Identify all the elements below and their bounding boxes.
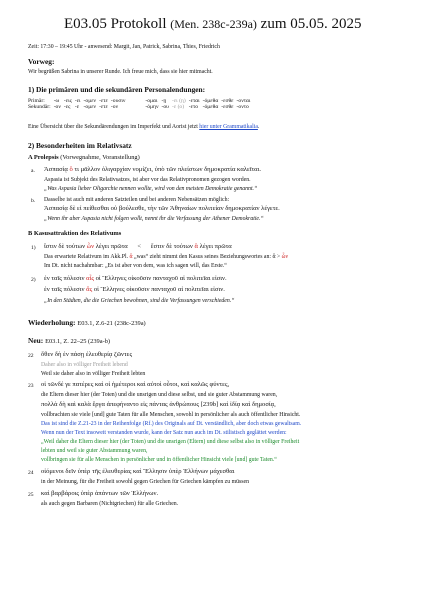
relative-pronoun: ἃ xyxy=(129,254,133,260)
label: Neu: xyxy=(28,336,44,345)
translation-line: in der Meinung, für die Freiheit sowohl gegen Griechen für Griechen kämpfen zu müssen xyxy=(41,479,249,485)
value: E03.1, Z.6-21 (238c-239a) xyxy=(77,320,146,327)
translation-line: vollbrachten sie viele [und] gute Taten für alle Menschen, sowohl in persönlicher als auch öffentlicher Hinsicht. xyxy=(41,412,301,418)
title-date: zum 05.05. 2025 xyxy=(260,16,362,32)
translation-line: die Eltern dieser hier (der Toten) und die unsrigen und diese selbst, und sie guter Abstammung waren, xyxy=(41,392,278,398)
cell: -εσθε xyxy=(221,98,234,104)
title-source: (Men. 238c-239a) xyxy=(170,17,257,31)
label: Wiederholung: xyxy=(28,318,76,327)
prolepsis-sub: (Vorwegnahme, Voranstellung) xyxy=(60,154,140,161)
greek-text: ἴστιν δὲ τούτων xyxy=(44,243,86,250)
greek-attraction-1 xyxy=(44,243,232,250)
line-number: 24 xyxy=(28,470,34,476)
attraction-note: Im Dt. nicht nachahmbar: „Es ist aber von dem, was ich sagen will, das Erste.“ xyxy=(44,263,227,269)
note-end: . xyxy=(257,124,260,130)
greek-line: καὶ βαρβάροις ὑπὲρ ἁπάντων τῶν Ἑλλήνων. xyxy=(41,490,159,497)
greek-text: ἔστιν δὲ τούτων xyxy=(150,243,193,250)
cell: -ετε xyxy=(99,98,108,104)
relative-pronoun: ὧν xyxy=(86,243,95,250)
translation: „In den Städten, die die Griechen bewohnen, sind die Verfassungen verschieden.“ xyxy=(44,298,235,304)
row-label: Sekundär: xyxy=(28,104,51,110)
cell: -ες xyxy=(63,104,71,110)
vorweg-heading: Vorweg: xyxy=(28,57,55,66)
prolepsis-label: A Prolepsis xyxy=(28,154,59,161)
row-label: Primär: xyxy=(28,98,45,104)
greek-text: λέγει πρῶτα xyxy=(95,243,128,250)
section2-heading: 2) Besonderheiten im Relativsatz xyxy=(28,141,132,150)
cell: -ομαι xyxy=(145,98,158,104)
cell: -ε (ο) xyxy=(171,104,185,110)
cell: -εται xyxy=(188,98,200,104)
greek-text: τι μᾶλλον ὀλιγαρχίαν νομίζει, ὑπὸ τῶν πλείστων δημοκρατία καλεῖται. xyxy=(74,166,262,173)
text: „was“ zieht nimmt den Kasus seines Beziehungswortes an: ἃ > xyxy=(134,254,281,260)
cell: -ει (ῃ) xyxy=(171,98,186,104)
greek-attraction-2b xyxy=(44,286,225,293)
attraction-explanation xyxy=(44,254,288,261)
page-title xyxy=(64,16,361,33)
cell: -ῃ xyxy=(161,98,167,104)
translation: „Wenn ihr aber Aspasia nicht folgen wollt, nennt ihr die Verfassung der Athener Demokratie.“ xyxy=(44,216,264,222)
greek-line: οἱ τῶνδέ γε πατέρες καὶ οἱ ἡμέτεροι καὶ αὐτοὶ οὗτοι, καὶ καλῶς φύντες, xyxy=(41,381,230,388)
greek-sentence-b: Ἀσπασίᾳ δὲ εἰ πείθεσθαι οὐ βούλεσθε, τὴν τῶν Ἀθηναίων πολιτείαν δημοκρατίαν λέγετε. xyxy=(44,205,280,212)
greek-text: οἱ Ἕλληνες οἰκοῦσιν πανταχοῦ αἱ πολιτεῖαι εἰσιν. xyxy=(95,275,227,282)
section1-heading: 1) Die primären und die sekundären Personalendungen: xyxy=(28,85,206,94)
cell: -ε xyxy=(74,104,80,110)
cell: -ομεν xyxy=(83,98,97,104)
kasusattraktion-heading: B Kasusattraktion des Relativums xyxy=(28,230,122,237)
cell: -ει xyxy=(74,98,81,104)
greek-line: ὅθεν δὴ ἐν πάσῃ ἐλευθερίᾳ ζῶντες xyxy=(41,351,133,358)
smooth-translation-line: „Weil daher die Eltern dieser hier (der Toten) und die unsrigen (Eltern) und diese selbst also in völliger Freiheit xyxy=(41,439,300,445)
greek-text: οἱ Ἕλληνες οἰκοῦσιν πανταχοῦ αἱ πολιτεῖαι εἰσιν. xyxy=(93,286,225,293)
title-main: E03.05 Protokoll xyxy=(64,16,167,32)
cell: -ονται xyxy=(236,98,251,104)
relative-pronoun: αἷς xyxy=(86,275,94,282)
explanation: Dasselbe ist auch mit anderen Satzteilen und bei anderen Nebensätzen möglich: xyxy=(44,197,230,203)
greek-text: λέγει πρῶτα xyxy=(199,243,232,250)
spacer xyxy=(128,104,145,110)
cell: -όμην xyxy=(145,104,159,110)
vorweg-text: Wir begrüßen Sabrina in unserer Runde. Ich freue mich, dass sie hier mitmacht. xyxy=(28,69,213,75)
translation-line: Daher also in völliger Freiheit lebend xyxy=(41,362,128,368)
endings-row-secondary xyxy=(28,104,253,110)
item-marker: 1) xyxy=(31,245,36,251)
meta-line: Zeit: 17:30 – 19:45 Uhr - anwesend: Margit, Jan, Patrick, Sabrina, Thies, Friedrich xyxy=(28,44,220,50)
line-number: 25 xyxy=(28,492,34,498)
cell: -ου xyxy=(161,104,169,110)
greek-line: οἰόμενοι δεῖν ὑπὲρ τῆς ἐλευθερίας καὶ Ἕλλησιν ὑπὲρ Ἑλλήνων μάχεσθαι xyxy=(41,468,235,475)
value: E03.1, Z. 22–25 (239a-b) xyxy=(45,338,111,345)
grammatikalia-link[interactable]: hier unter Grammatikalia xyxy=(199,124,258,130)
endings-table xyxy=(28,98,253,110)
relative-pronoun: ὧν xyxy=(281,254,289,260)
comment-line: Das ist sind die Z.21-23 in der Reihenfolge (Rf.) des Originals auf Dt. verständlich, aber doch etwas gewaltsam. xyxy=(41,421,302,427)
item-marker: b. xyxy=(31,198,36,204)
item-marker: 2) xyxy=(31,277,36,283)
section1-note xyxy=(28,124,259,131)
relative-pronoun: ἃς xyxy=(86,286,93,293)
translation-line: Weil sie daher also in völliger Freiheit lebten xyxy=(41,371,146,377)
greek-text: ἐν ταῖς πόλεσιν xyxy=(44,286,85,293)
relative-pronoun: ἃ xyxy=(194,243,199,250)
prolepsis-heading xyxy=(28,154,140,161)
greek-attraction-2 xyxy=(44,275,227,282)
text: Das erwartete Relativum im Akk.Pl. xyxy=(44,254,129,260)
smooth-translation-line: vollbringen sie für alle Menschen in persönlicher und in öffentlicher Hinsicht viele [und] gute Taten.“ xyxy=(41,457,277,463)
comment-line: Wenn nun der Text insoweit verstanden wurde, kann der Satz nun auch im Dt. stilistisch geglättet werden: xyxy=(41,430,287,436)
cell: -ετο xyxy=(188,104,198,110)
cell: -ομεν xyxy=(83,104,97,110)
cell: -ετε xyxy=(99,104,108,110)
greek-line: πολλὰ δὴ καὶ καλὰ ἔργα ἀπεφήναντο εἰς πάντας ἀνθρώπους [239b] καὶ ἰδίᾳ καὶ δημοσίᾳ, xyxy=(41,401,276,408)
line-number: 23 xyxy=(28,383,34,389)
translation: „Was Aspasia lieber Oligarchie nennen wollte, wird von den meisten Demokratie genannt.“ xyxy=(44,186,258,192)
cell: -εσθε xyxy=(221,104,234,110)
cell: -ον xyxy=(53,104,61,110)
greek-sentence-a xyxy=(44,166,261,173)
cell: -ω xyxy=(53,98,60,104)
cell: -οντο xyxy=(236,104,249,110)
line-number: 22 xyxy=(28,353,34,359)
greek-text: ἐν ταῖς πόλεσιν xyxy=(44,275,85,282)
cell: -όμεθα xyxy=(202,104,219,110)
wiederholung-line xyxy=(28,318,146,327)
cell: -όμεθα xyxy=(202,98,219,104)
explanation: Aspasia ist Subjekt des Relativsatzes, ist aber vor das Relativpronomen gezogen worden. xyxy=(44,177,251,183)
cell: -εις xyxy=(63,98,72,104)
translation-line: als auch gegen Barbaren (Nichtgriechen) für alle Griechen. xyxy=(41,501,179,507)
greek-text: Ἀσπασίᾳ xyxy=(44,166,68,173)
smooth-translation-line: lebten und weil sie guter Abstammung waren, xyxy=(41,448,148,454)
neu-line xyxy=(28,336,110,345)
cell: -ον xyxy=(110,104,119,110)
cell: -ουσιν xyxy=(110,98,126,104)
relative-pronoun: ὃ xyxy=(69,166,73,173)
note-text: Eine Übersicht über die Sekundärendungen im Imperfekt und Aorist jetzt xyxy=(28,124,198,130)
arrow: < xyxy=(137,243,142,250)
item-marker: a. xyxy=(31,168,35,174)
